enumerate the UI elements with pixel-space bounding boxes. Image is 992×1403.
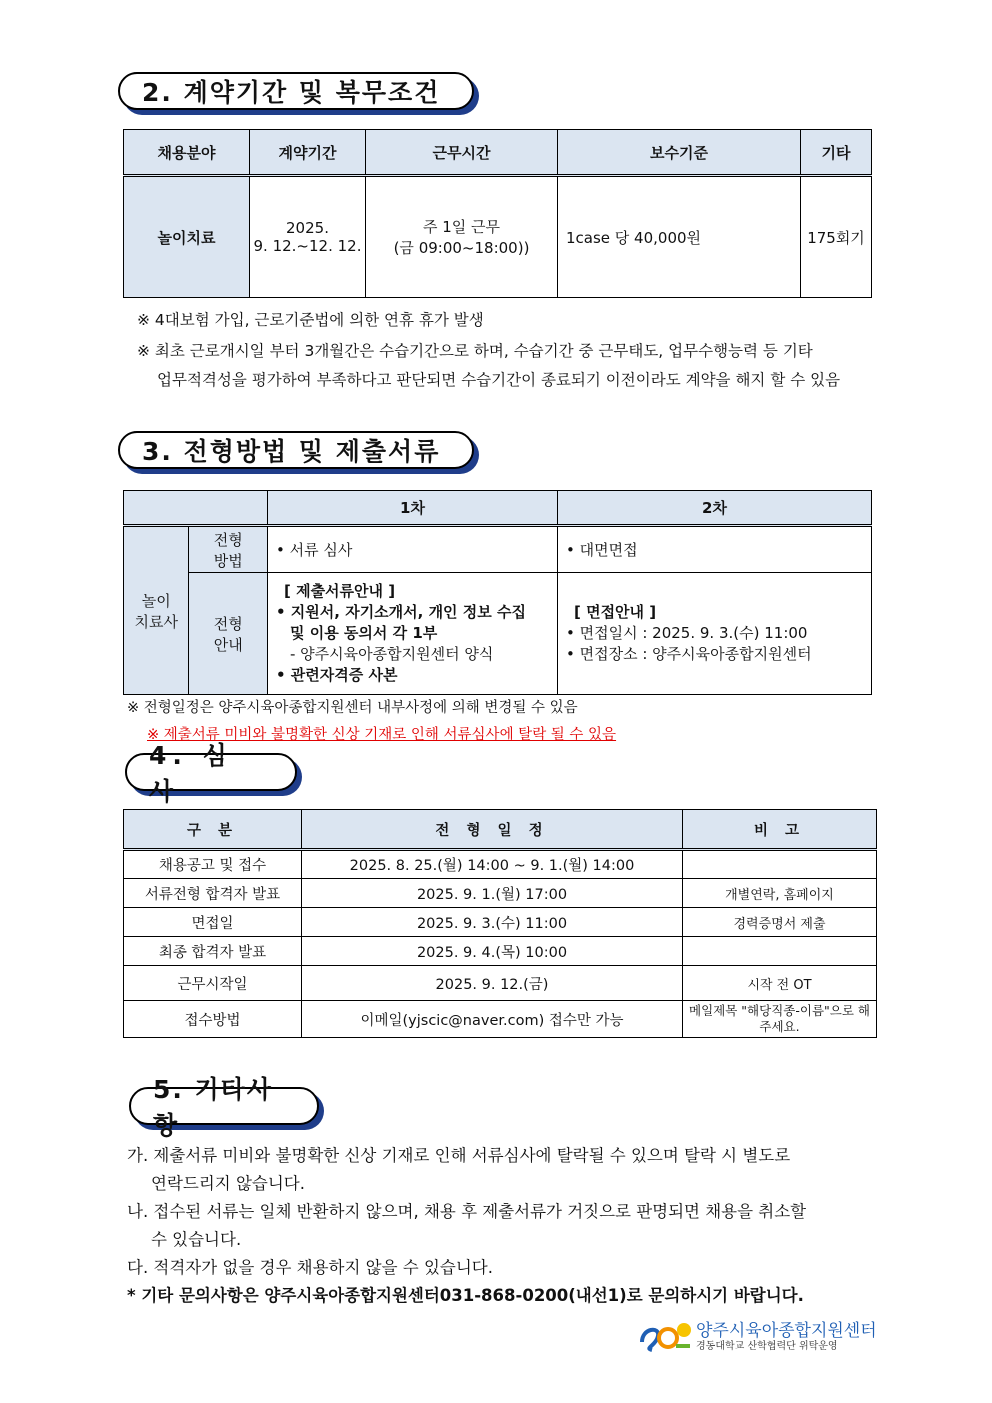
method-1: • 서류 심사 xyxy=(268,526,558,573)
col-header: 근무시간 xyxy=(366,130,558,176)
col-header: 전 형 일 정 xyxy=(302,810,683,850)
table-row: 서류전형 합격자 발표 2025. 9. 1.(월) 17:00 개별연락, 홈페이지 xyxy=(124,879,877,908)
contact-note: * 기타 문의사항은 양주시육아종합지원센터031-868-0200(내선1)로 문의하시기 바랍니다. xyxy=(127,1286,804,1305)
logo-sub: 경동대학교 산학협력단 위탁운영 xyxy=(696,1341,838,1352)
table-row: 최종 합격자 발표 2025. 9. 4.(목) 10:00 xyxy=(124,937,877,966)
table-row xyxy=(124,526,872,573)
note-item-cont: 연락드리지 않습니다. xyxy=(151,1174,305,1193)
sec3-warning: ※ 제출서류 미비와 불명확한 신상 기재로 인해 서류심사에 탈락 될 수 있음 xyxy=(147,727,617,743)
section-4-title: 4. 심 사 xyxy=(125,753,297,791)
review-table xyxy=(123,809,877,1038)
col-header-1: 1차 xyxy=(268,491,558,526)
period-cell: 2025. 9. 12.~12. 12. xyxy=(250,176,366,298)
field-cell: 놀이치료 xyxy=(124,176,250,298)
method-2: • 대면면접 xyxy=(558,526,872,573)
col-header: 비 고 xyxy=(683,810,877,850)
table-header-row xyxy=(124,491,872,526)
note-item: 가. 제출서류 미비와 불명확한 신상 기재로 인해 서류심사에 탈락될 수 있으며 탈락 시 별도로 xyxy=(127,1146,791,1165)
row-label: 전형 방법 xyxy=(189,526,268,573)
pay-cell: 1case 당 40,000원 xyxy=(558,176,801,298)
logo-name: 양주시육아종합지원센터 xyxy=(696,1321,877,1341)
group-label: 놀이 치료사 xyxy=(124,526,189,695)
sec2-note: ※ 최초 근로개시일 부터 3개월간은 수습기간으로 하며, 수습기간 중 근무태도, 업무수행능력 등 기타 xyxy=(137,342,813,360)
table-row: 채용공고 및 접수 2025. 8. 25.(월) 14:00 ~ 9. 1.(월) 14:00 xyxy=(124,850,877,879)
col-header-2: 2차 xyxy=(558,491,872,526)
etc-cell: 175회기 xyxy=(801,176,872,298)
note-item: 다. 적격자가 없을 경우 채용하지 않을 수 있습니다. xyxy=(127,1258,493,1277)
col-header: 기타 xyxy=(801,130,872,176)
table-row: 접수방법 이메일(yjscic@naver.com) 접수만 가능 메일제목 "해당직종-이름"으로 해주세요. xyxy=(124,1001,877,1038)
docs-cell: [ 제출서류안내 ] • 지원서, 자기소개서, 개인 정보 수집 및 이용 동의서 각 1부 - 양주시육아종합지원센터 양식 • 관련자격증 사본 xyxy=(268,573,558,695)
interview-cell: [ 면접안내 ] • 면접일시 : 2025. 9. 3.(수) 11:00 • 면접장소 : 양주시육아종합지원센터 xyxy=(558,573,872,695)
table-row xyxy=(124,573,872,695)
note-item: 나. 접수된 서류는 일체 반환하지 않으며, 채용 후 제출서류가 거짓으로 판명되면 채용을 취소할 xyxy=(127,1202,807,1221)
col-header: 보수기준 xyxy=(558,130,801,176)
center-logo xyxy=(638,1316,877,1352)
section-5-title: 5. 기타사항 xyxy=(129,1087,319,1125)
selection-table xyxy=(123,490,872,695)
col-header: 구 분 xyxy=(124,810,302,850)
contract-table xyxy=(123,129,872,298)
table-header-row xyxy=(124,130,872,176)
table-header-row xyxy=(124,810,877,850)
table-row: 면접일 2025. 9. 3.(수) 11:00 경력증명서 제출 xyxy=(124,908,877,937)
col-header: 계약기간 xyxy=(250,130,366,176)
section-2-title: 2. 계약기간 및 복무조건 xyxy=(118,72,474,110)
sec3-note: ※ 전형일정은 양주시육아종합지원센터 내부사정에 의해 변경될 수 있음 xyxy=(127,700,578,716)
note-item-cont: 수 있습니다. xyxy=(151,1230,242,1249)
sec2-note: 업무적격성을 평가하여 부족하다고 판단되면 수습기간이 종료되기 이전이라도 계약을 해지 할 수 있음 xyxy=(157,371,841,389)
section-3-title: 3. 전형방법 및 제출서류 xyxy=(118,431,474,469)
row-label: 전형 안내 xyxy=(189,573,268,695)
table-row xyxy=(124,176,872,298)
hours-cell: 주 1일 근무 (금 09:00~18:00)) xyxy=(366,176,558,298)
other-notes xyxy=(127,1142,877,1310)
table-row: 근무시작일 2025. 9. 12.(금) 시작 전 OT xyxy=(124,966,877,1001)
col-header: 채용분야 xyxy=(124,130,250,176)
logo-mark-icon xyxy=(638,1316,696,1352)
blank-header xyxy=(124,491,268,526)
sec2-note: ※ 4대보험 가입, 근로기준법에 의한 연휴 휴가 발생 xyxy=(137,311,484,329)
